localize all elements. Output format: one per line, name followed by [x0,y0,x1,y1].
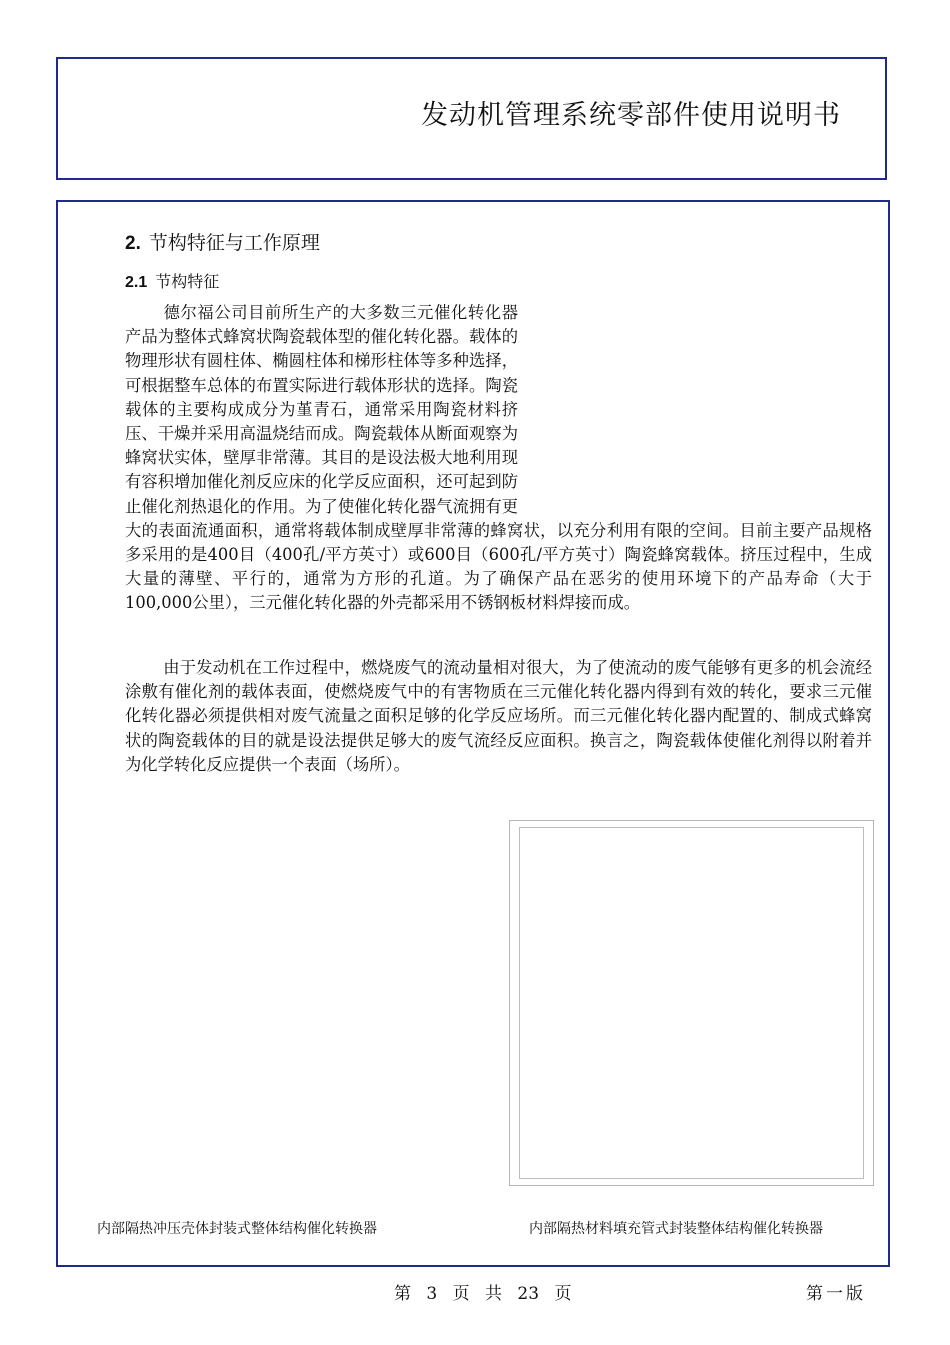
paragraph-1: 德尔福公司目前所生产的大多数三元催化转化器产品为整体式蜂窝状陶瓷载体型的催化转化器。载体的物理形状有圆柱体、椭圆柱体和梯形柱体等多种选择，可根据整车总体的布置实际进行载体形状的选择。陶瓷载体的主要构成成分为堇青石，通常采用陶瓷材料挤压、干燥并采用高温烧结而成。陶瓷载体从断面观察为蜂窝状实体，壁厚非常薄。其目的是设法极大地利用现有容积增加催化剂反应床的化学反应面积，还可起到防止催化剂热退化的作用。为了使催化转化器气流拥有更大的表面流通面积，通常将载体制成壁厚非常薄的蜂窝状，以充分利用有限的空间。目前主要产品规格多采用的是400目（400孔/平方英寸）或600目（600孔/平方英寸）陶瓷蜂窝载体。挤压过程中，生成大量的薄壁、平行的，通常为方形的孔道。为了确保产品在恶劣的使用环境下的产品寿命（大于100,000公里），三元催化转化器的外壳都采用不锈钢板材料焊接而成。 [125,303,872,613]
footer-edition: 第一版 [806,1284,866,1304]
figure-placeholder [509,820,874,1186]
image-placeholder-top [518,301,872,495]
figure-inner-frame [519,827,864,1179]
section-heading [125,228,320,255]
paragraph-1-block [125,301,872,616]
paragraph-2: 由于发动机在工作过程中，燃烧废气的流动量相对很大，为了使流动的废气能够有更多的机会流经涂敷有催化剂的载体表面，使燃烧废气中的有害物质在三元催化转化器内得到有效的转化，要求三元催化转化器必须提供相对废气流量之面积足够的化学反应场所。而三元催化转化器内配置的、制成式蜂窝状的陶瓷载体的目的就是设法提供足够大的废气流经反应面积。换言之，陶瓷载体使催化剂得以附着并为化学转化反应提供一个表面（场所）。 [125,658,872,774]
section-title: 节构特征与工作原理 [148,232,320,254]
paragraph-2-block [125,656,872,777]
content-frame [56,200,890,1267]
section-number: 2. [125,233,141,254]
document-title: 发动机管理系统零部件使用说明书 [421,100,841,131]
subsection-number: 2.1 [125,274,148,291]
caption-right: 内部隔热材料填充管式封装整体结构催化转换器 [529,1220,823,1236]
subsection-title: 节构特征 [155,272,220,291]
header-frame [56,57,887,180]
subsection-heading [125,269,219,292]
caption-left: 内部隔热冲压壳体封装式整体结构催化转换器 [97,1220,377,1236]
footer-page-number: 第 3 页 共 23 页 [394,1284,572,1304]
